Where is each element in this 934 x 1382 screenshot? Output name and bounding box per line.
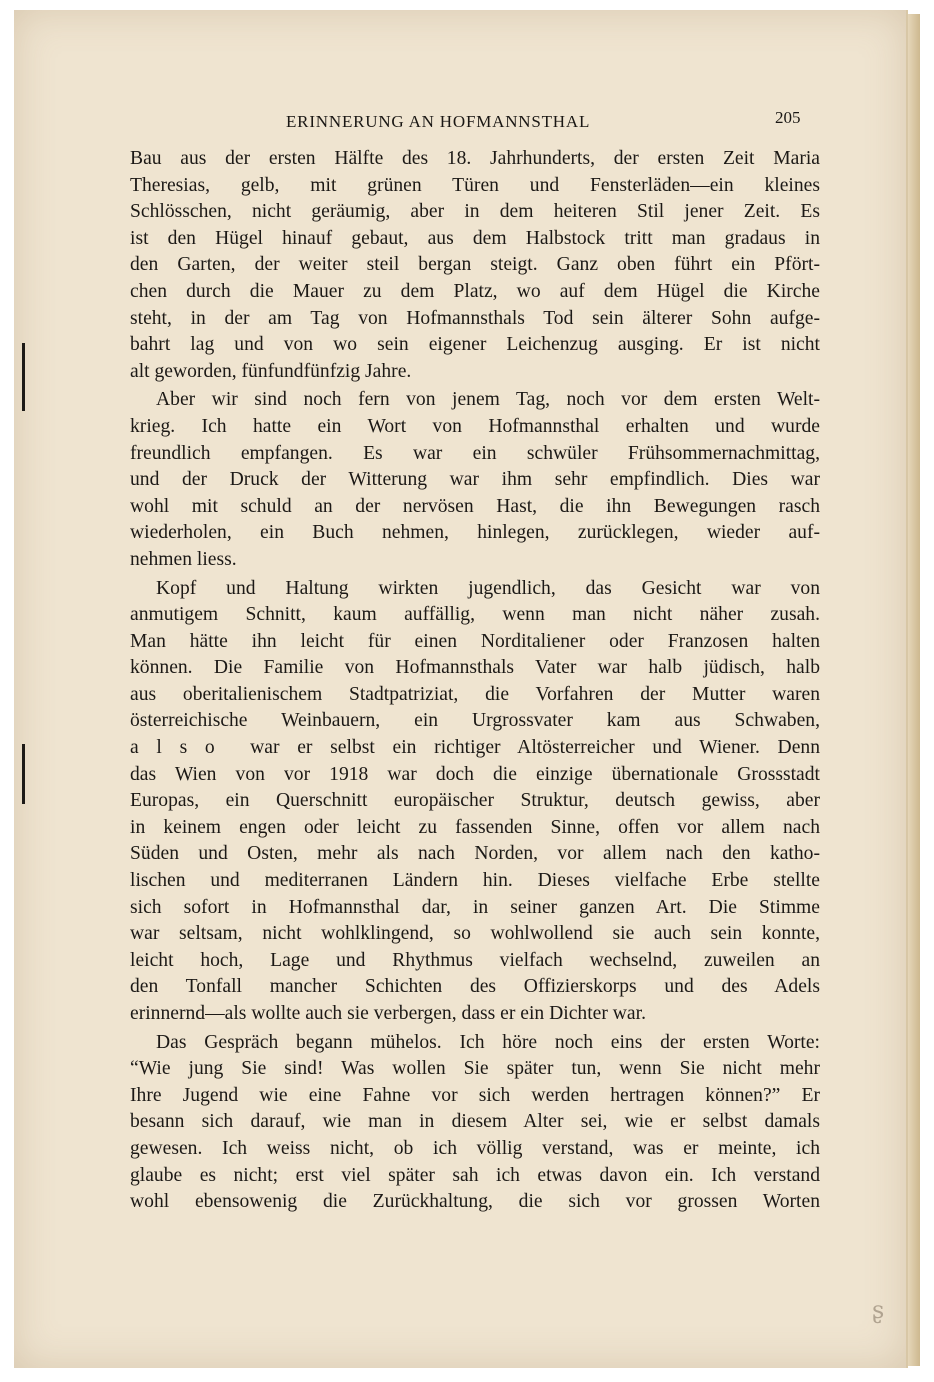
pencil-mark: ʂ (872, 1296, 885, 1324)
paragraph-2 (130, 387, 820, 573)
header-title: ERINNERUNG AN HOFMANNSTHAL (286, 112, 591, 131)
text-line: steht, in der am Tag von Hofmannsthals Tod sein älterer Sohn aufge- (130, 307, 820, 329)
text-line: war seltsam, nicht wohlklingend, so wohlwollend sie auch sein konnte, (130, 923, 820, 945)
text-line: wohl ebensowenig die Zurückhaltung, die sich vor grossen Worten (130, 1191, 820, 1213)
text-line: Schlösschen, nicht geräumig, aber in dem heiteren Stil jener Zeit. Es (130, 201, 820, 223)
text-line: bahrt lag und von wo sein eigener Leichenzug ausging. Er ist nicht (130, 334, 820, 356)
text-line: Man hätte ihn leicht für einen Norditaliener oder Franzosen halten (130, 630, 820, 652)
text-line: Kopf und Haltung wirkten jugendlich, das Gesicht war von (156, 577, 820, 599)
text-line: können. Die Familie von Hofmannsthals Vater war halb jüdisch, halb (130, 657, 820, 679)
text-line: freundlich empfangen. Es war ein schwüler Frühsommernachmittag, (130, 442, 820, 464)
page-number: 205 (775, 108, 801, 127)
text-line: wohl mit schuld an der nervösen Hast, die ihn Bewegungen rasch (130, 495, 820, 517)
text-line: ist den Hügel hinauf gebaut, aus dem Halbstock tritt man gradaus in (130, 227, 820, 249)
text-line: lischen und mediterranen Ländern hin. Dieses vielfache Erbe stellte (130, 870, 820, 892)
text-line: den Tonfall mancher Schichten des Offizierskorps und des Adels (130, 976, 820, 998)
page-edge (908, 14, 920, 1366)
text-line: den Garten, der weiter steil bergan steigt. Ganz oben führt ein Pfört- (130, 254, 820, 276)
text-line: besann sich darauf, wie man in diesem Alter sei, wie er selbst damals (130, 1111, 820, 1133)
text-line: alt geworden, fünfundfünfzig Jahre. (130, 360, 412, 382)
text-line: wiederholen, ein Buch nehmen, hinlegen, zurücklegen, wieder auf- (130, 522, 820, 544)
text-line: glaube es nicht; erst viel später sah ich etwas davon ein. Ich verstand (130, 1164, 820, 1186)
text-line: Süden und Osten, mehr als nach Norden, vor allem nach den katho- (130, 843, 820, 865)
text-line: erinnernd—als wollte auch sie verbergen, dass er ein Dichter war. (130, 1003, 646, 1024)
text-line: sich sofort in Hofmannsthal dar, in seiner ganzen Art. Die Stimme (130, 896, 820, 918)
body-text (130, 146, 820, 1216)
running-head (0, 108, 934, 138)
margin-bar-1 (22, 343, 25, 411)
text-line: anmutigem Schnitt, kaum auffällig, wenn man nicht näher zusah. (130, 604, 820, 626)
text-line: Theresias, gelb, mit grünen Türen und Fensterläden—ein kleines (130, 174, 820, 196)
text-line: in keinem engen oder leicht zu fassenden Sinne, offen vor allem nach (130, 816, 820, 838)
paragraph-4 (130, 1030, 820, 1216)
text-line: “Wie jung Sie sind! Was wollen Sie später tun, wenn Sie nicht mehr (130, 1058, 820, 1080)
paragraph-1 (130, 146, 820, 385)
text-line: chen durch die Mauer zu dem Platz, wo auf dem Hügel die Kirche (130, 280, 820, 302)
margin-bar-2 (22, 744, 25, 804)
paragraph-3 (130, 576, 820, 1028)
text-line: a l s o war er selbst ein richtiger Altösterreicher und Wiener. Denn (130, 737, 820, 759)
text-line: das Wien von vor 1918 war doch die einzige übernationale Grossstadt (130, 763, 820, 785)
text-line: und der Druck der Witterung war ihm sehr empfindlich. Dies war (130, 469, 820, 491)
text-line: aus oberitalienischem Stadtpatriziat, die Vorfahren der Mutter waren (130, 683, 820, 705)
text-line: Ihre Jugend wie eine Fahne vor sich werden hertragen können?” Er (130, 1084, 820, 1106)
text-line: Bau aus der ersten Hälfte des 18. Jahrhunderts, der ersten Zeit Maria (130, 148, 820, 169)
text-line: Europas, ein Querschnitt europäischer Struktur, deutsch gewiss, aber (130, 790, 820, 812)
text-line: nehmen liess. (130, 548, 237, 570)
text-line: österreichische Weinbauern, ein Urgrossvater kam aus Schwaben, (130, 710, 820, 732)
text-line: krieg. Ich hatte ein Wort von Hofmannsthal erhalten und wurde (130, 415, 820, 437)
text-line: Aber wir sind noch fern von jenem Tag, noch vor dem ersten Welt- (156, 389, 820, 411)
text-line: Das Gespräch begann mühelos. Ich höre noch eins der ersten Worte: (156, 1031, 820, 1053)
text-line: leicht hoch, Lage und Rhythmus vielfach wechselnd, zuweilen an (130, 949, 820, 971)
text-line: gewesen. Ich weiss nicht, ob ich völlig verstand, was er meinte, ich (130, 1137, 820, 1159)
